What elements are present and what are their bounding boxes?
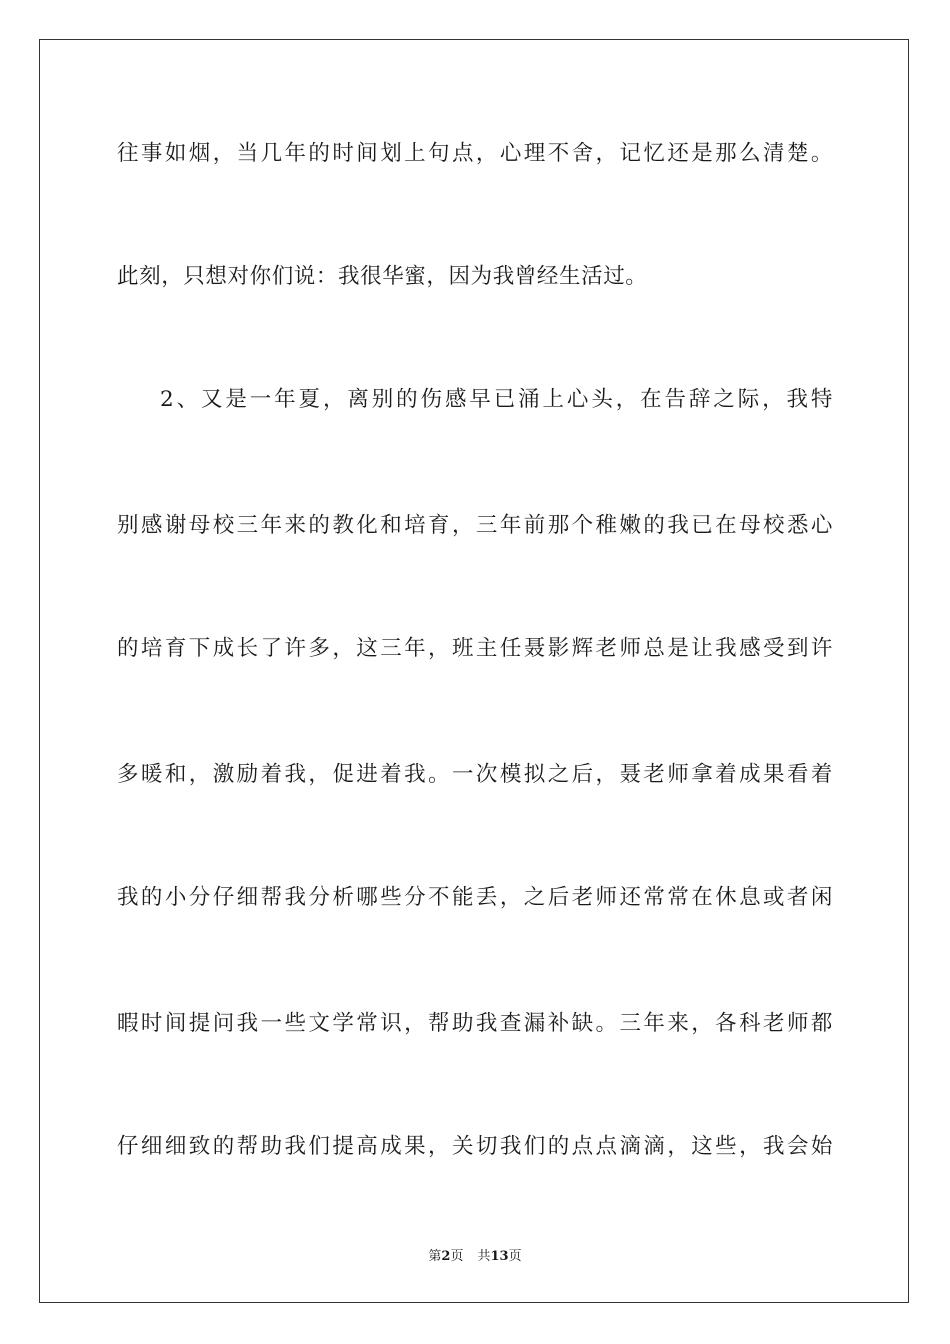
total-pages: 13 [490, 1249, 509, 1264]
text-line-8: 暇时间提问我一些文学常识，帮助我查漏补缺。三年来，各科老师都 [117, 1011, 833, 1036]
text-line-3: 2、又是一年夏，离别的伤感早已涌上心头，在告辞之际，我特 [160, 387, 833, 412]
text-line-5: 的培育下成长了许多，这三年，班主任聂影辉老师总是让我感受到许 [117, 636, 833, 661]
text-line-9: 仔细细致的帮助我们提高成果，关切我们的点点滴滴，这些，我会始 [117, 1134, 833, 1159]
page-border [39, 39, 909, 1303]
text-line-2: 此刻，只想对你们说：我很华蜜，因为我曾经生活过。 [117, 264, 648, 289]
text-line-4: 别感谢母校三年来的教化和培育，三年前那个稚嫩的我已在母校悉心 [117, 513, 833, 538]
page-footer [0, 1248, 950, 1266]
total-suffix: 页 [508, 1249, 522, 1264]
text-line-6: 多暖和，激励着我，促进着我。一次模拟之后，聂老师拿着成果看着 [117, 762, 833, 787]
total-prefix: 共 [477, 1249, 491, 1264]
page-suffix: 页 [450, 1249, 464, 1264]
page-prefix: 第 [428, 1249, 442, 1264]
text-line-1: 往事如烟，当几年的时间划上句点，心理不舍，记忆还是那么清楚。 [117, 141, 833, 166]
page-number: 2 [441, 1249, 451, 1264]
text-line-7: 我的小分仔细帮我分析哪些分不能丢，之后老师还常常在休息或者闲 [117, 885, 833, 910]
